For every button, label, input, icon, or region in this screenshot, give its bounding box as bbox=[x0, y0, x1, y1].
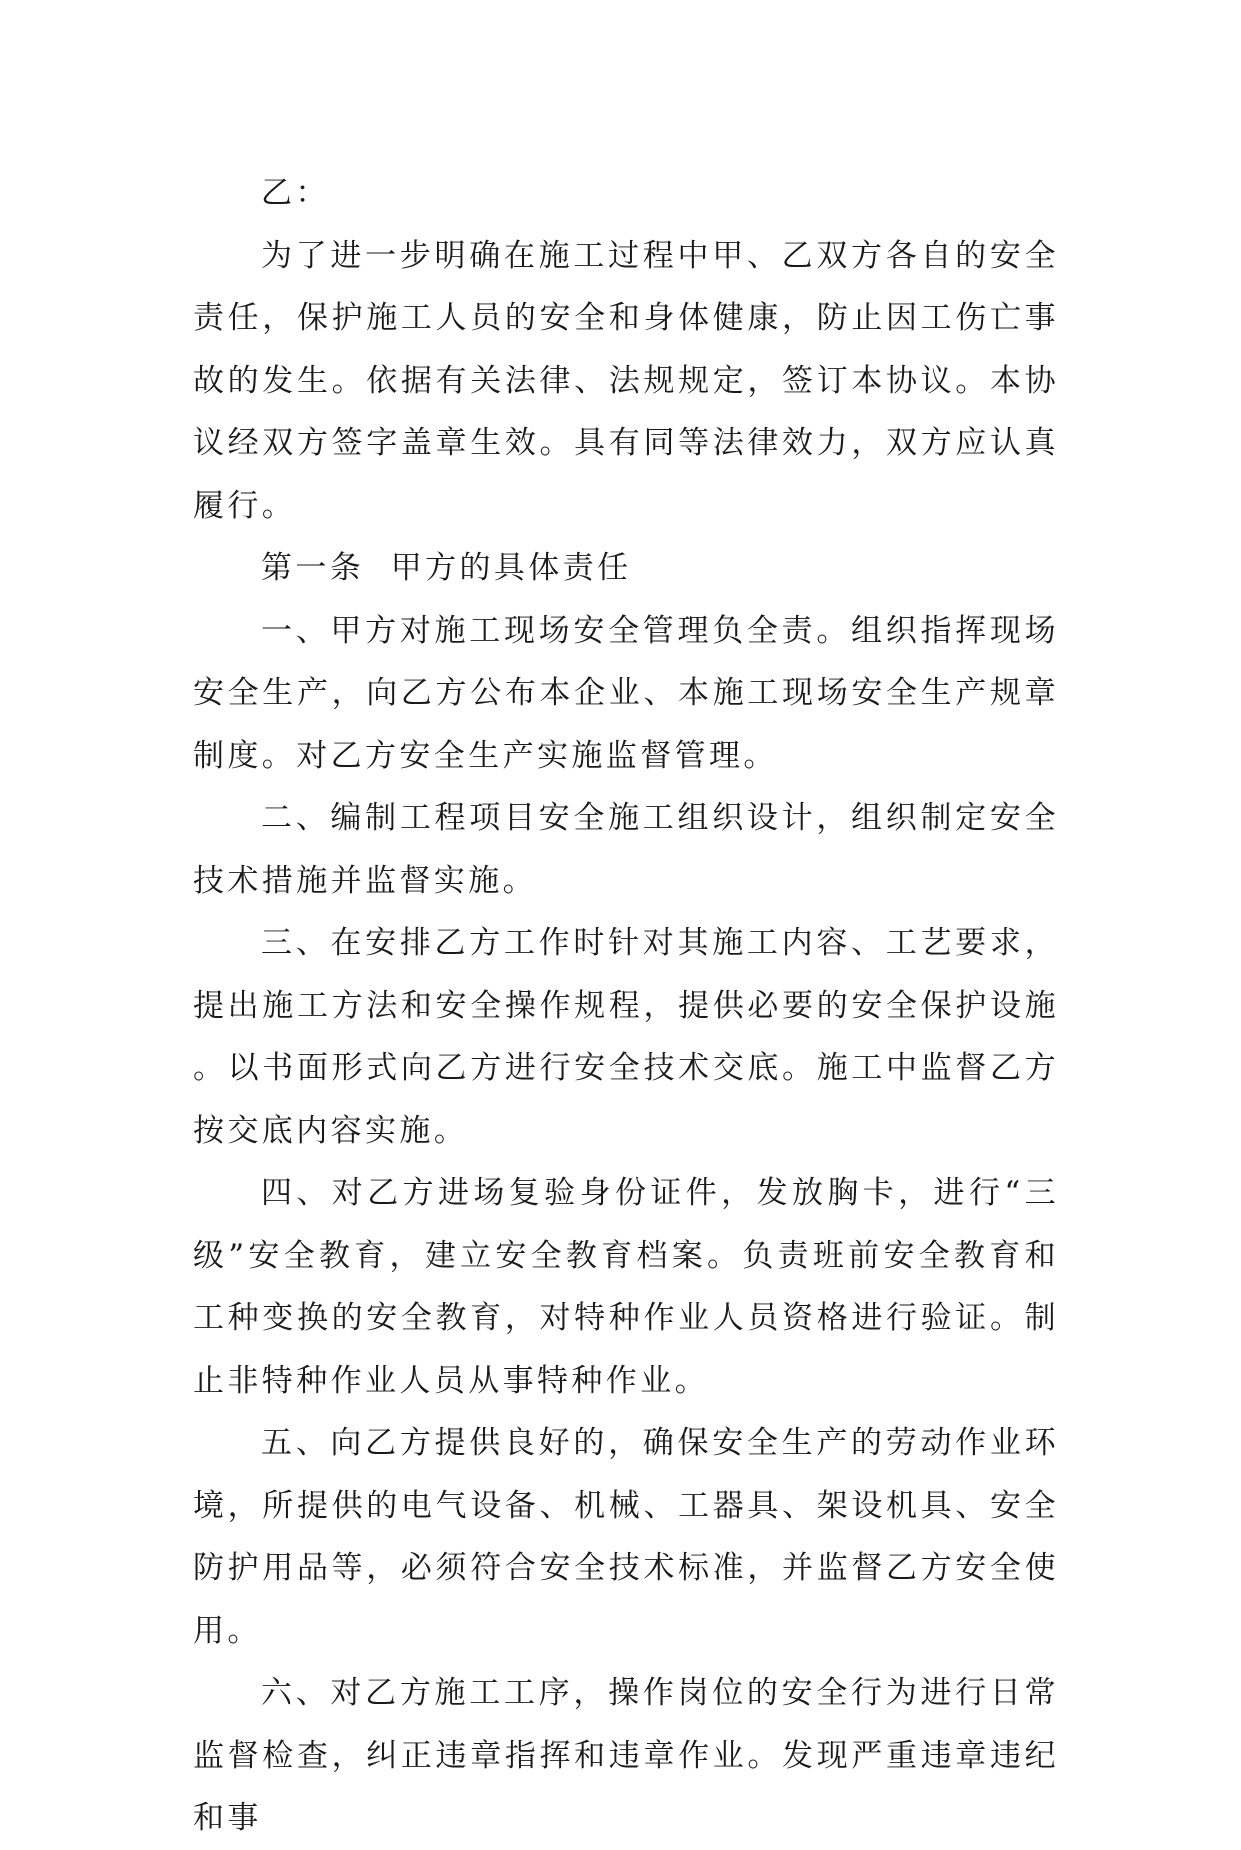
clause-6: 六、对乙方施工工序，操作岗位的安全行为进行日常监督检查，纠正违章指挥和违章作业。发现严重违章违纪和事 bbox=[193, 1675, 1059, 1836]
clause-5: 五、向乙方提供良好的，确保安全生产的劳动作业环境，所提供的电气设备、机械、工器具、架设机具、安全防护用品等，必须符合安全技术标准，并监督乙方安全使用。 bbox=[193, 1425, 1059, 1649]
clause-1: 一、甲方对施工现场安全管理负全责。组织指挥现场安全生产，向乙方公布本企业、本施工现场安全生产规章制度。对乙方安全生产实施监督管理。 bbox=[193, 612, 1059, 774]
document-body bbox=[193, 162, 1059, 1850]
salutation-party-b: 乙： bbox=[261, 175, 330, 211]
paragraph-preamble: 为了进一步明确在施工过程中甲、乙双方各自的安全责任，保护施工人员的安全和身体健康，防止因工伤亡事故的发生。依据有关法律、法规规定，签订本协议。本协议经双方签字盖章生效。具有同等法律效力，双方应认真履行。 bbox=[193, 237, 1059, 524]
clause-2: 二、编制工程项目安全施工组织设计，组织制定安全技术措施并监督实施。 bbox=[193, 800, 1059, 899]
article-heading: 第一条 甲方的具体责任 bbox=[261, 550, 632, 586]
clause-4: 四、对乙方进场复验身份证件，发放胸卡，进行“三级”安全教育，建立安全教育档案。负责班前安全教育和工种变换的安全教育，对特种作业人员资格进行验证。制止非特种作业人员从事特种作业。 bbox=[193, 1175, 1059, 1399]
clause-3: 三、在安排乙方工作时针对其施工内容、工艺要求，提出施工方法和安全操作规程，提供必要的安全保护设施。以书面形式向乙方进行安全技术交底。施工中监督乙方按交底内容实施。 bbox=[193, 925, 1059, 1149]
